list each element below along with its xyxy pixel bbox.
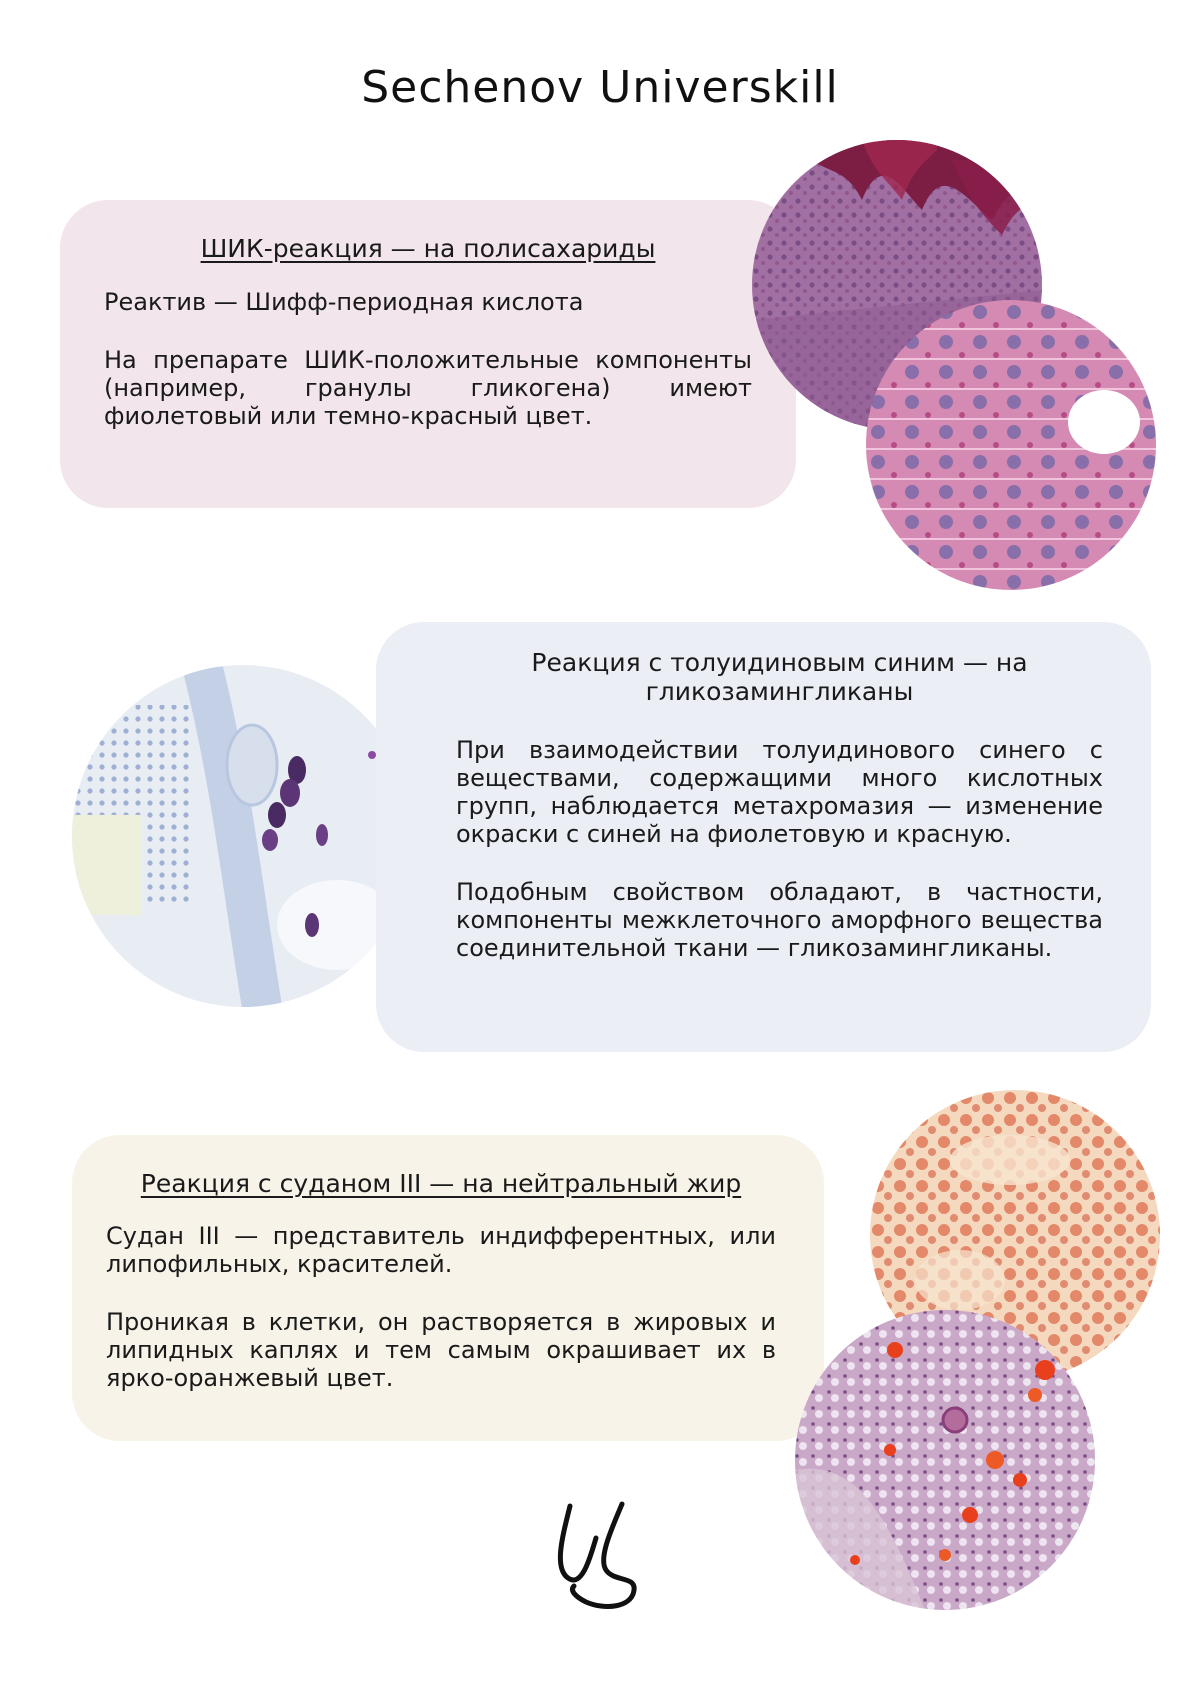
pas-reagent-text: Реактив — Шифф-периодная кислота — [104, 288, 584, 316]
sudan-iii-card — [72, 1135, 824, 1441]
toluidine-blue-micrograph — [72, 665, 414, 1007]
page-title: Sechenov Universkill — [361, 62, 839, 113]
toluidine-blue-examples-text: Подобным свойством обладают, в частности, компоненты межклеточного аморфного вещества соединительной ткани — гликозамингликаны. — [456, 878, 1103, 962]
sudan-iii-heading: Реакция с суданом III — на нейтральный жир — [140, 1169, 742, 1198]
pas-reaction-heading: ШИК-реакция — на полисахариды — [200, 234, 656, 263]
pas-liver-micrograph — [866, 300, 1156, 590]
pas-reaction-card — [60, 200, 796, 508]
sudan-iii-mechanism-text: Проникая в клетки, он растворяется в жировых и липидных каплях и тем самым окрашивает их в ярко-оранжевый цвет. — [106, 1308, 776, 1392]
sudan-iii-description-text: Судан III — представитель индифферентных, или липофильных, красителей. — [106, 1222, 776, 1278]
toluidine-blue-heading: Реакция с толуидиновым синим — на гликозамингликаны — [531, 648, 1028, 706]
sudan-tissue-micrograph — [795, 1310, 1095, 1610]
pas-result-text: На препарате ШИК-положительные компоненты (например, гранулы гликогена) имеют фиолетовый или темно-красный цвет. — [104, 346, 752, 430]
toluidine-blue-mechanism-text: При взаимодействии толуидинового синего с веществами, содержащими много кислотных групп, наблюдается метахромазия — изменение окраски с синей на фиолетовую и красную. — [456, 736, 1103, 848]
us-logo-icon — [548, 1498, 648, 1618]
toluidine-blue-card — [376, 622, 1151, 1052]
